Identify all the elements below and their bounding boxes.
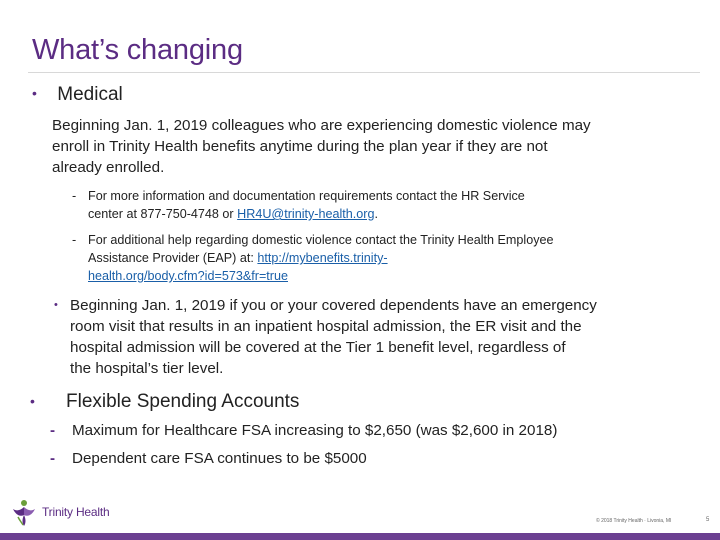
title-divider: [28, 72, 700, 73]
dash-icon: -: [72, 189, 77, 203]
logo-text: Trinity Health: [42, 505, 110, 519]
medical-paragraph-line: enroll in Trinity Health benefits anytime during the plan year if they are not: [52, 138, 548, 155]
bullet-icon: •: [32, 85, 37, 101]
dash-icon: -: [72, 233, 77, 247]
sub-item-line: For more information and documentation requirements contact the HR Service: [88, 189, 525, 203]
sub-item-line: [88, 249, 668, 267]
er-visit-line: room visit that results in an inpatient hospital admission, the ER visit and the: [70, 318, 582, 335]
fsa-item-text: Dependent care FSA continues to be $5000: [72, 450, 367, 467]
eap-link-continued[interactable]: health.org/body.cfm?id=573&fr=true: [88, 269, 288, 283]
dash-icon: -: [50, 450, 56, 467]
bullet-icon: •: [30, 393, 35, 409]
fsa-item: [50, 450, 367, 467]
page-number: 5: [706, 517, 710, 523]
er-visit-item: [52, 295, 670, 379]
fsa-heading-text: Flexible Spending Accounts: [66, 391, 300, 412]
fsa-item-text: Maximum for Healthcare FSA increasing to $2,650 (was $2,600 in 2018): [72, 422, 558, 439]
sub-item-text: Assistance Provider (EAP) at:: [88, 251, 258, 265]
er-visit-line: the hospital’s tier level.: [70, 360, 224, 377]
sub-item-hr-service: [72, 187, 668, 223]
sub-item-line: [88, 267, 668, 285]
slide-title: What’s changing: [32, 34, 243, 66]
bullet-icon: •: [54, 299, 58, 311]
medical-heading-text: Medical: [57, 84, 123, 105]
footer-copyright: © 2018 Trinity Health · Livonia, MI: [596, 518, 672, 524]
footer-bar: [0, 533, 720, 540]
trinity-health-logo: [10, 497, 109, 527]
fsa-heading: [30, 391, 299, 413]
medical-paragraph-line: already enrolled.: [52, 159, 165, 176]
sub-item-line: For additional help regarding domestic violence contact the Trinity Health Employee: [88, 233, 554, 247]
hr4u-email-link[interactable]: HR4U@trinity-health.org: [237, 207, 375, 221]
sub-item-line: [88, 205, 668, 223]
medical-paragraph-line: Beginning Jan. 1, 2019 colleagues who are experiencing domestic violence may: [52, 117, 591, 134]
dash-icon: -: [50, 422, 56, 439]
er-visit-line: hospital admission will be covered at the Tier 1 benefit level, regardless of: [70, 339, 566, 356]
sub-item-text: .: [374, 207, 379, 221]
eap-link[interactable]: http://mybenefits.trinity-: [257, 251, 388, 265]
medical-paragraph: [52, 115, 652, 178]
medical-heading: [32, 84, 123, 106]
er-visit-line: Beginning Jan. 1, 2019 if you or your covered dependents have an emergency: [70, 297, 597, 314]
fsa-item: [50, 422, 557, 439]
sub-item-text: center at 877-750-4748 or: [88, 207, 238, 221]
trinity-logo-icon: [10, 497, 38, 527]
sub-item-eap: [72, 231, 668, 285]
